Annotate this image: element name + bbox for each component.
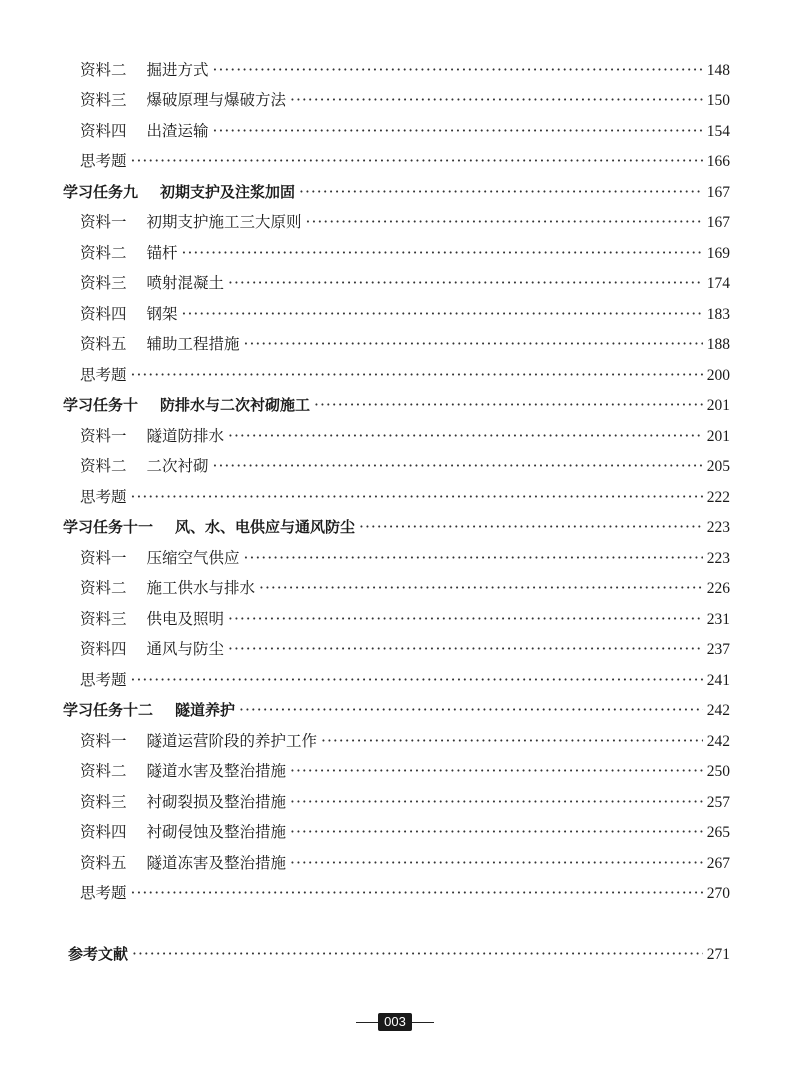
dot-leader — [228, 634, 703, 664]
toc-entry[interactable]: 资料一 压缩空气供应 ····· 223 — [80, 543, 730, 573]
toc-entry[interactable]: 资料二 隧道水害及整治措施 ····· 250 — [80, 756, 730, 786]
dot-leader — [259, 573, 703, 603]
toc-entry[interactable]: 资料一 隧道运营阶段的养护工作 ····· 242 — [80, 726, 730, 756]
footer-page-number: 003 — [378, 1013, 412, 1031]
page-number: 271 — [706, 946, 730, 963]
toc-chapter[interactable]: 学习任务九 初期支护及注浆加固 ····· 167 — [63, 177, 730, 207]
toc-entry[interactable]: 资料五 隧道冻害及整治措施 ····· 267 — [80, 848, 730, 878]
page-number: 166 — [706, 153, 730, 170]
dot-leader — [131, 878, 703, 908]
toc-entry[interactable]: 资料一 初期支护施工三大原则 ····· 167 — [80, 207, 730, 237]
dot-leader — [306, 207, 703, 237]
page-number: 167 — [706, 184, 730, 201]
dot-leader — [239, 695, 703, 725]
dot-leader — [299, 177, 703, 207]
dot-leader — [290, 787, 703, 817]
dot-leader — [182, 238, 703, 268]
page-number: 237 — [706, 641, 730, 658]
page-number: 201 — [706, 397, 730, 414]
dot-leader — [290, 756, 703, 786]
page-number: 242 — [706, 733, 730, 750]
dot-leader — [314, 390, 703, 420]
page-number: 223 — [706, 519, 730, 536]
dot-leader — [359, 512, 703, 542]
toc-entry[interactable]: 资料一 隧道防排水 ····· 201 — [80, 421, 730, 451]
toc-chapter[interactable]: 学习任务十一 风、水、电供应与通风防尘 ····· 223 — [63, 512, 730, 542]
toc-entry[interactable]: 资料三 供电及照明 ····· 231 — [80, 604, 730, 634]
dot-leader — [131, 146, 703, 176]
toc-entry-questions[interactable]: 思考题 ····· 200 — [80, 360, 730, 390]
page-number: 270 — [706, 885, 730, 902]
dot-leader — [290, 848, 703, 878]
page-number: 250 — [706, 763, 730, 780]
dot-leader — [228, 604, 703, 634]
footer-rule-left — [356, 1022, 378, 1023]
page-number: 148 — [706, 62, 730, 79]
page-number: 257 — [706, 794, 730, 811]
toc-entry[interactable]: 资料四 出渣运输 ····· 154 — [80, 116, 730, 146]
dot-leader — [132, 939, 703, 969]
toc-entry[interactable]: 资料二 锚杆 ····· 169 — [80, 238, 730, 268]
dot-leader — [213, 451, 703, 481]
toc-entry[interactable]: 资料五 辅助工程措施 ····· 188 — [80, 329, 730, 359]
dot-leader — [244, 543, 703, 573]
dot-leader — [213, 116, 703, 146]
toc-entry[interactable]: 资料三 衬砌裂损及整治措施 ····· 257 — [80, 787, 730, 817]
toc-entry[interactable]: 资料四 衬砌侵蚀及整治措施 ····· 265 — [80, 817, 730, 847]
toc-chapter[interactable]: 学习任务十二 隧道养护 ····· 242 — [63, 695, 730, 725]
dot-leader — [131, 665, 703, 695]
toc-entry[interactable]: 资料三 喷射混凝土 ····· 174 — [80, 268, 730, 298]
footer-rule-right — [412, 1022, 434, 1023]
page-number: 223 — [706, 550, 730, 567]
dot-leader — [182, 299, 703, 329]
toc-entry[interactable]: 资料四 钢架 ····· 183 — [80, 299, 730, 329]
dot-leader — [213, 55, 703, 85]
page-number: 241 — [706, 672, 730, 689]
dot-leader — [321, 726, 703, 756]
toc-references[interactable]: 参考文献 ····· 271 — [68, 939, 730, 969]
page-number: 183 — [706, 306, 730, 323]
page-number: 242 — [706, 702, 730, 719]
page-number: 188 — [706, 336, 730, 353]
toc-entry-questions[interactable]: 思考题 ····· 222 — [80, 482, 730, 512]
dot-leader — [228, 421, 703, 451]
toc-entry-questions[interactable]: 思考题 ····· 166 — [80, 146, 730, 176]
dot-leader — [244, 329, 703, 359]
toc-entry-questions[interactable]: 思考题 ····· 241 — [80, 665, 730, 695]
page-number: 267 — [706, 855, 730, 872]
page-number: 154 — [706, 123, 730, 140]
dot-leader — [131, 360, 703, 390]
toc-entry[interactable]: 资料四 通风与防尘 ····· 237 — [80, 634, 730, 664]
page-number: 231 — [706, 611, 730, 628]
page-number: 169 — [706, 245, 730, 262]
dot-leader — [228, 268, 703, 298]
page-number: 200 — [706, 367, 730, 384]
toc-chapter[interactable]: 学习任务十 防排水与二次衬砌施工 ····· 201 — [63, 390, 730, 420]
page-footer — [0, 1013, 790, 1031]
page-number: 222 — [706, 489, 730, 506]
page-number: 174 — [706, 275, 730, 292]
dot-leader — [131, 482, 703, 512]
toc-entry[interactable]: 资料二 二次衬砌 ····· 205 — [80, 451, 730, 481]
page-number: 201 — [706, 428, 730, 445]
page-number: 167 — [706, 214, 730, 231]
page-number: 265 — [706, 824, 730, 841]
toc-entry-questions[interactable]: 思考题 ····· 270 — [80, 878, 730, 908]
page-number: 205 — [706, 458, 730, 475]
toc-entry[interactable]: 资料二 掘进方式 ····· 148 — [80, 55, 730, 85]
page-number: 150 — [706, 92, 730, 109]
dot-leader — [290, 817, 703, 847]
toc-entry[interactable]: 资料二 施工供水与排水 ····· 226 — [80, 573, 730, 603]
page-number: 226 — [706, 580, 730, 597]
dot-leader — [290, 85, 703, 115]
toc-entry[interactable]: 资料三 爆破原理与爆破方法 ····· 150 — [80, 85, 730, 115]
